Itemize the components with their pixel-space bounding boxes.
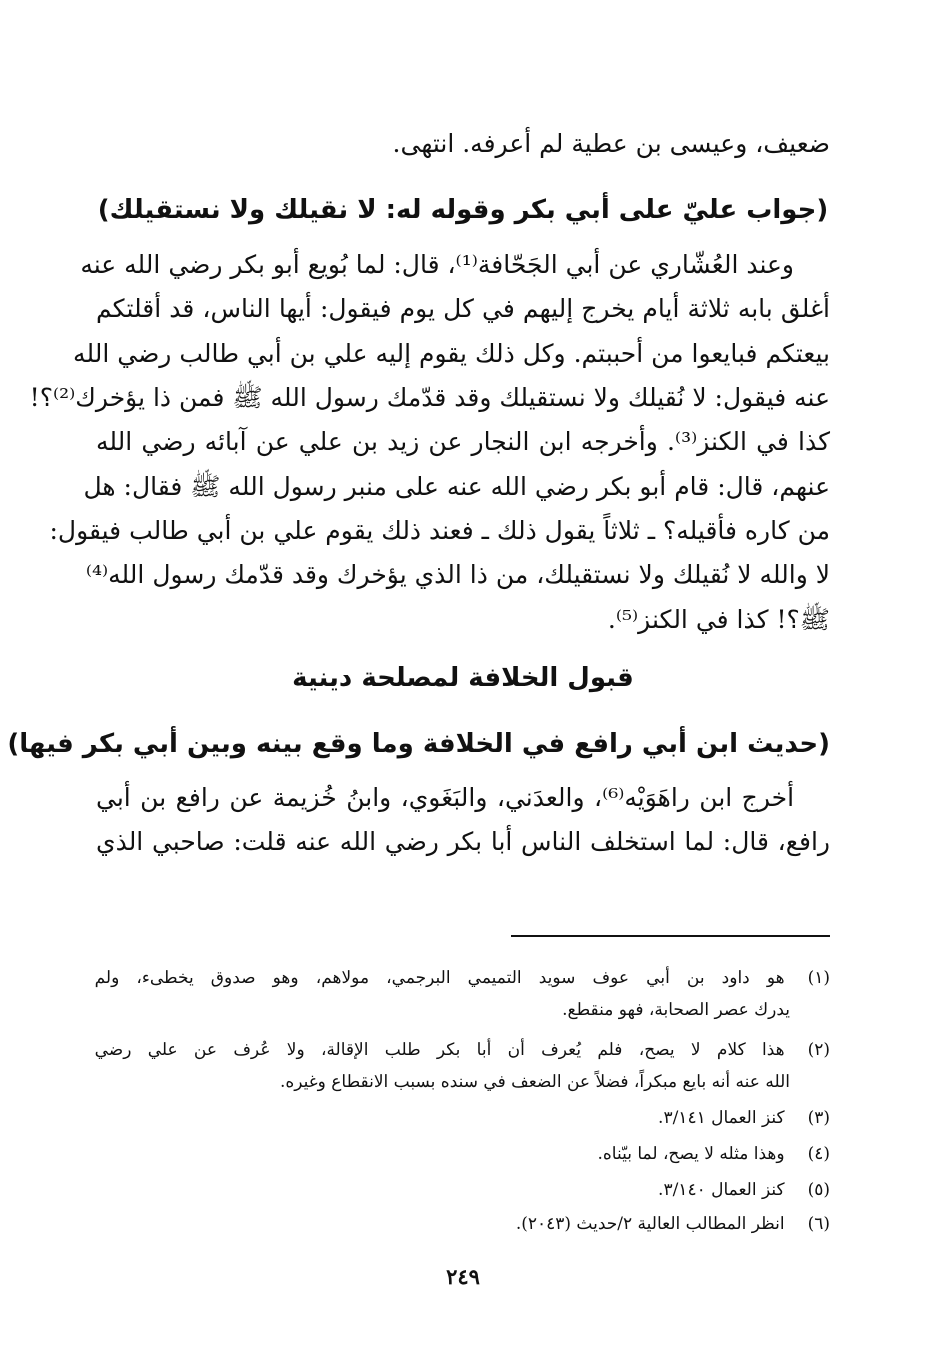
footnote-text: هذا كلام لا يصح، فلم يُعرف أن أبا بكر طلب الإقالة، ولا عُرف عن علي رضي (94, 1040, 785, 1060)
paragraph-line: رافع، قال: لما استخلف الناس أبا بكر رضي الله عنه قلت: صاحبي الذي (96, 827, 830, 856)
paragraph-line: عنهم، قال: قام أبو بكر رضي الله عنه على منبر رسول الله ﷺ فقال: هل (83, 472, 830, 501)
paragraph-line: من كاره فأقيله؟ ـ ثلاثاً يقول ذلك ـ فعند ذلك يقوم علي بن أبي طالب فيقول: (49, 516, 830, 545)
footnote-2 (96, 1034, 830, 1066)
footnote-2-continuation: الله عنه أنه بايع مبكراً، فضلاً عن الضعف في سنده بسبب الانقطاع وغيره. (279, 1072, 790, 1092)
footnote-number: (٣) (807, 1108, 830, 1128)
footnote-text: وهذا مثله لا يصح، لما بيّناه. (597, 1144, 785, 1164)
footnote-number: (٦) (807, 1214, 830, 1234)
paragraph-line: ﷺ؟! كذا في الكنز⁽⁵⁾. (607, 605, 830, 634)
intro-line: ضعيف، وعيسى بن عطية لم أعرفه. انتهى. (392, 129, 830, 158)
footnote-number: (١) (807, 968, 830, 988)
footnote-separator (511, 935, 830, 937)
footnote-1-continuation: يدرك عصر الصحابة، فهو منقطع. (562, 1000, 790, 1020)
section-heading-1: (جواب عليّ على أبي بكر وقوله له: لا نقيلك ولا نستقيلك) (97, 195, 829, 225)
footnote-number: (٥) (807, 1180, 830, 1200)
paragraph-line: بيعتكم فبايعوا من أحببتم. وكل ذلك يقوم إليه علي بن أبي طالب رضي الله (73, 339, 830, 368)
paragraph-line: أخرج ابن راهَوَيْه⁽⁶⁾، والعدَني، والبَغَوي، وابنُ خُزيمة عن رافع بن أبي (96, 783, 795, 812)
footnote-3 (96, 1102, 830, 1134)
footnote-text: انظر المطالب العالية ٢/حديث (٢٠٤٣). (515, 1214, 785, 1234)
footnote-text: كنز العمال ٣/١٤٠. (658, 1180, 785, 1200)
footnote-4 (96, 1138, 830, 1170)
footnote-text: كنز العمال ٣/١٤١. (658, 1108, 785, 1128)
paragraph-line: كذا في الكنز⁽³⁾. وأخرجه ابن النجار عن زيد بن علي عن آبائه رضي الله (96, 427, 830, 456)
paragraph-line: عنه فيقول: لا نُقيلك ولا نستقيلك وقد قدّمك رسول الله ﷺ فمن ذا يؤخرك⁽²⁾؟! (29, 383, 830, 412)
footnote-number: (٢) (807, 1040, 830, 1060)
footnote-number: (٤) (807, 1144, 830, 1164)
footnote-6 (96, 1208, 830, 1240)
paragraph-line: لا والله لا نُقيلك ولا نستقيلك، من ذا الذي يؤخرك وقد قدّمك رسول الله⁽⁴⁾ (85, 560, 830, 589)
page-number: ٢٤٩ (446, 1264, 480, 1289)
paragraph-line: أغلق بابه ثلاثة أيام يخرج إليهم في كل يوم فيقول: أيها الناس، قد أقلتكم (96, 294, 830, 323)
section-heading-2: قبول الخلافة لمصلحة دينية (292, 663, 634, 693)
paragraph-line: وعند العُشّاري عن أبي الجَحّافة⁽¹⁾، قال: لما بُويع أبو بكر رضي الله عنه (80, 250, 794, 279)
footnote-5 (96, 1174, 830, 1206)
section-heading-3: (حديث ابن أبي رافع في الخلافة وما وقع بينه وبين أبي بكر فيها) (7, 729, 830, 759)
footnote-1 (96, 962, 830, 994)
footnote-text: هو داود بن أبي عوف سويد التميمي البرجمي، مولاهم، وهو صدوق يخطىء، ولم (94, 968, 785, 988)
